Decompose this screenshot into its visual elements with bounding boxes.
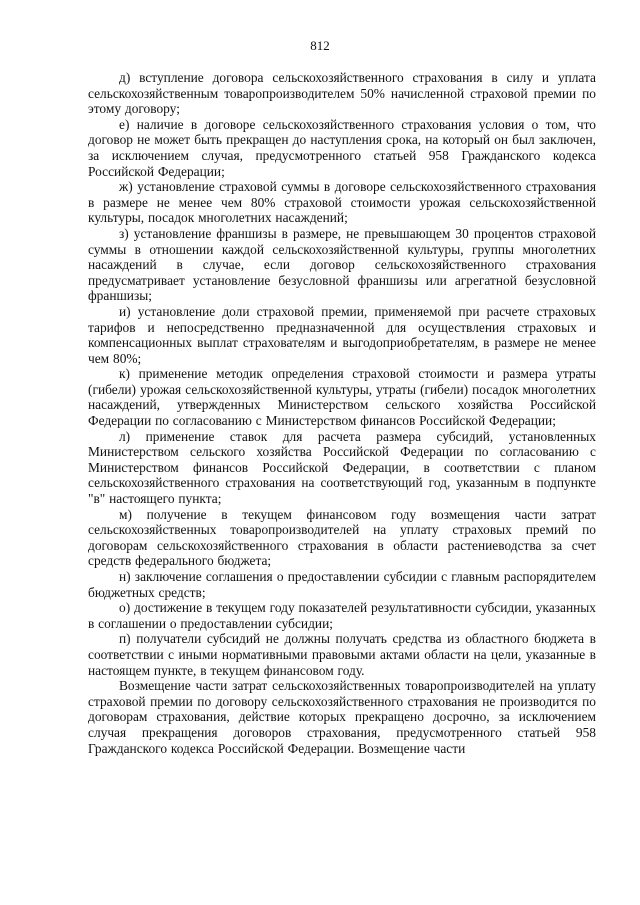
document-body: [88, 70, 596, 756]
paragraph-n: н) заключение соглашения о предоставлении субсидии с главным распорядителем бюджетных средств;: [88, 569, 596, 600]
paragraph-reimbursement: Возмещение части затрат сельскохозяйственных товаропроизводителей на уплату страховой премии по договору сельскохозяйственного страхования не производится по договорам страхования, действие которых прекращено досрочно, за исключением случая прекращения договоров страхования, предусмотренного статьей 958 Гражданского кодекса Российской Федерации. Возмещение части: [88, 678, 596, 756]
paragraph-i: и) установление доли страховой премии, применяемой при расчете страховых тарифов и непосредственно предназначенной для осуществления страховых и компенсационных выплат страхователям и выгодоприобретателям, в размере не менее чем 80%;: [88, 303, 596, 366]
paragraph-p: п) получатели субсидий не должны получать средства из областного бюджета в соответствии с иными нормативными правовыми актами области на цели, указанные в настоящем пункте, в текущем финансовом году.: [88, 631, 596, 678]
paragraph-o: о) достижение в текущем году показателей результативности субсидии, указанных в соглашении о предоставлении субсидии;: [88, 600, 596, 631]
paragraph-d: д) вступление договора сельскохозяйственного страхования в силу и уплата сельскохозяйственным товаропроизводителем 50% начисленной страховой премии по этому договору;: [88, 70, 596, 117]
paragraph-m: м) получение в текущем финансовом году возмещения части затрат сельскохозяйственных товаропроизводителей на уплату страховых премий по договорам сельскохозяйственного страхования в области растениеводства за счет средств федерального бюджета;: [88, 506, 596, 569]
page-number: 812: [310, 38, 330, 53]
paragraph-e: е) наличие в договоре сельскохозяйственного страхования условия о том, что договор не может быть прекращен до наступления срока, на который он был заключен, за исключением случая, предусмотренного статьей 958 Гражданского кодекса Российской Федерации;: [88, 116, 596, 179]
paragraph-z: з) установление франшизы в размере, не превышающем 30 процентов страховой суммы в отношении каждой сельскохозяйственной культуры, группы многолетних насаждений в случае, если договор сельскохозяйственного страхования предусматривает установление безусловной франшизы или агрегатной безусловной франшизы;: [88, 225, 596, 304]
paragraph-zh: ж) установление страховой суммы в договоре сельскохозяйственного страхования в размере не менее чем 80% страховой стоимости урожая сельскохозяйственной культуры, посадок многолетних насаждений;: [88, 179, 596, 226]
paragraph-l: л) применение ставок для расчета размера субсидий, установленных Министерством сельского хозяйства Российской Федерации по согласованию с Министерством финансов Российской Федерации, в соответствии с планом сельскохозяйственного страхования на соответствующий год, указанным в подпункте "в" настоящего пункта;: [88, 428, 596, 507]
paragraph-k: к) применение методик определения страховой стоимости и размера утраты (гибели) урожая сельскохозяйственной культуры, утраты (гибели) посадок многолетних насаждений, утвержденных Министерством сельского хозяйства Российской Федерации по согласованию с Министерством финансов Российской Федерации;: [88, 366, 596, 429]
